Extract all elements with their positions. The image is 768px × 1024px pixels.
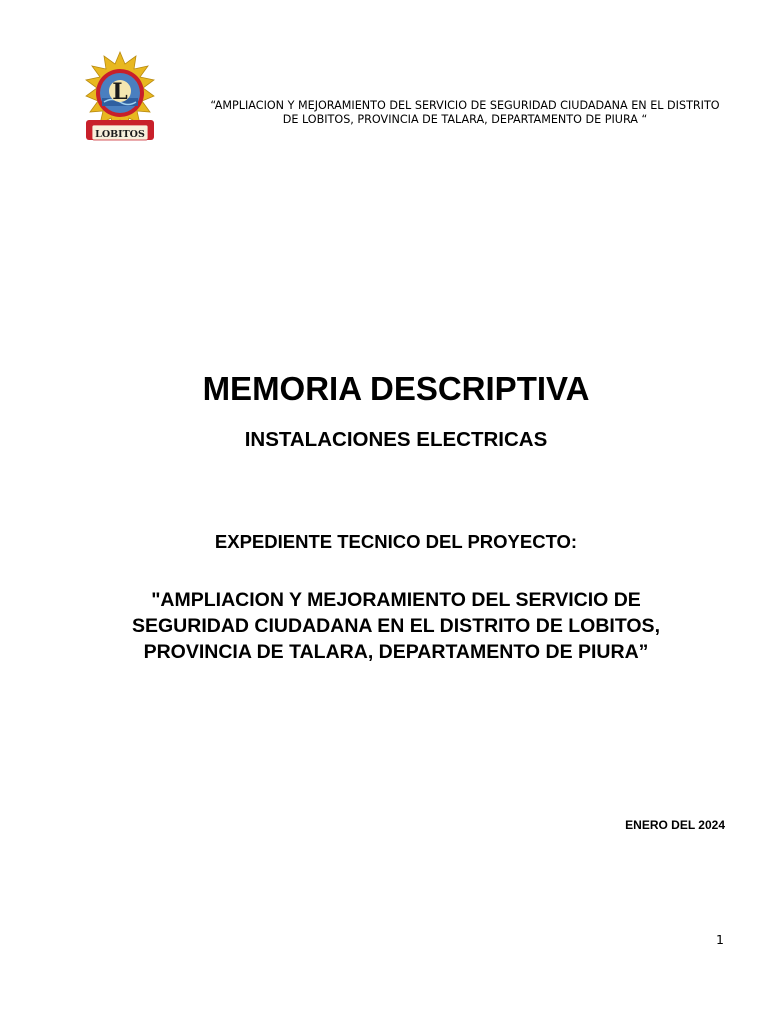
document-date: ENERO DEL 2024 — [625, 818, 725, 832]
header-project-line: “AMPLIACION Y MEJORAMIENTO DEL SERVICIO DE SEGURIDAD CIUDADANA EN EL DISTRITO DE LOBITOS, PROVINCIA DE TALARA, DEPARTAMENTO DE PIURA “ — [210, 99, 720, 126]
municipal-logo — [78, 50, 162, 146]
document-subtitle: INSTALACIONES ELECTRICAS — [244, 428, 548, 451]
logo-text: LOBITOS — [95, 129, 145, 140]
project-title: "AMPLIACION Y MEJORAMIENTO DEL SERVICIO DE SEGURIDAD CIUDADANA EN EL DISTRITO DE LOBITOS, PROVINCIA DE TALARA, DEPARTAMENTO DE PIURA” — [132, 589, 660, 663]
logo-initial: L — [112, 79, 128, 105]
page-number: 1 — [716, 932, 724, 947]
expediente-label: EXPEDIENTE TECNICO DEL PROYECTO: — [214, 531, 578, 552]
document-title: MEMORIA DESCRIPTIVA — [202, 370, 590, 407]
